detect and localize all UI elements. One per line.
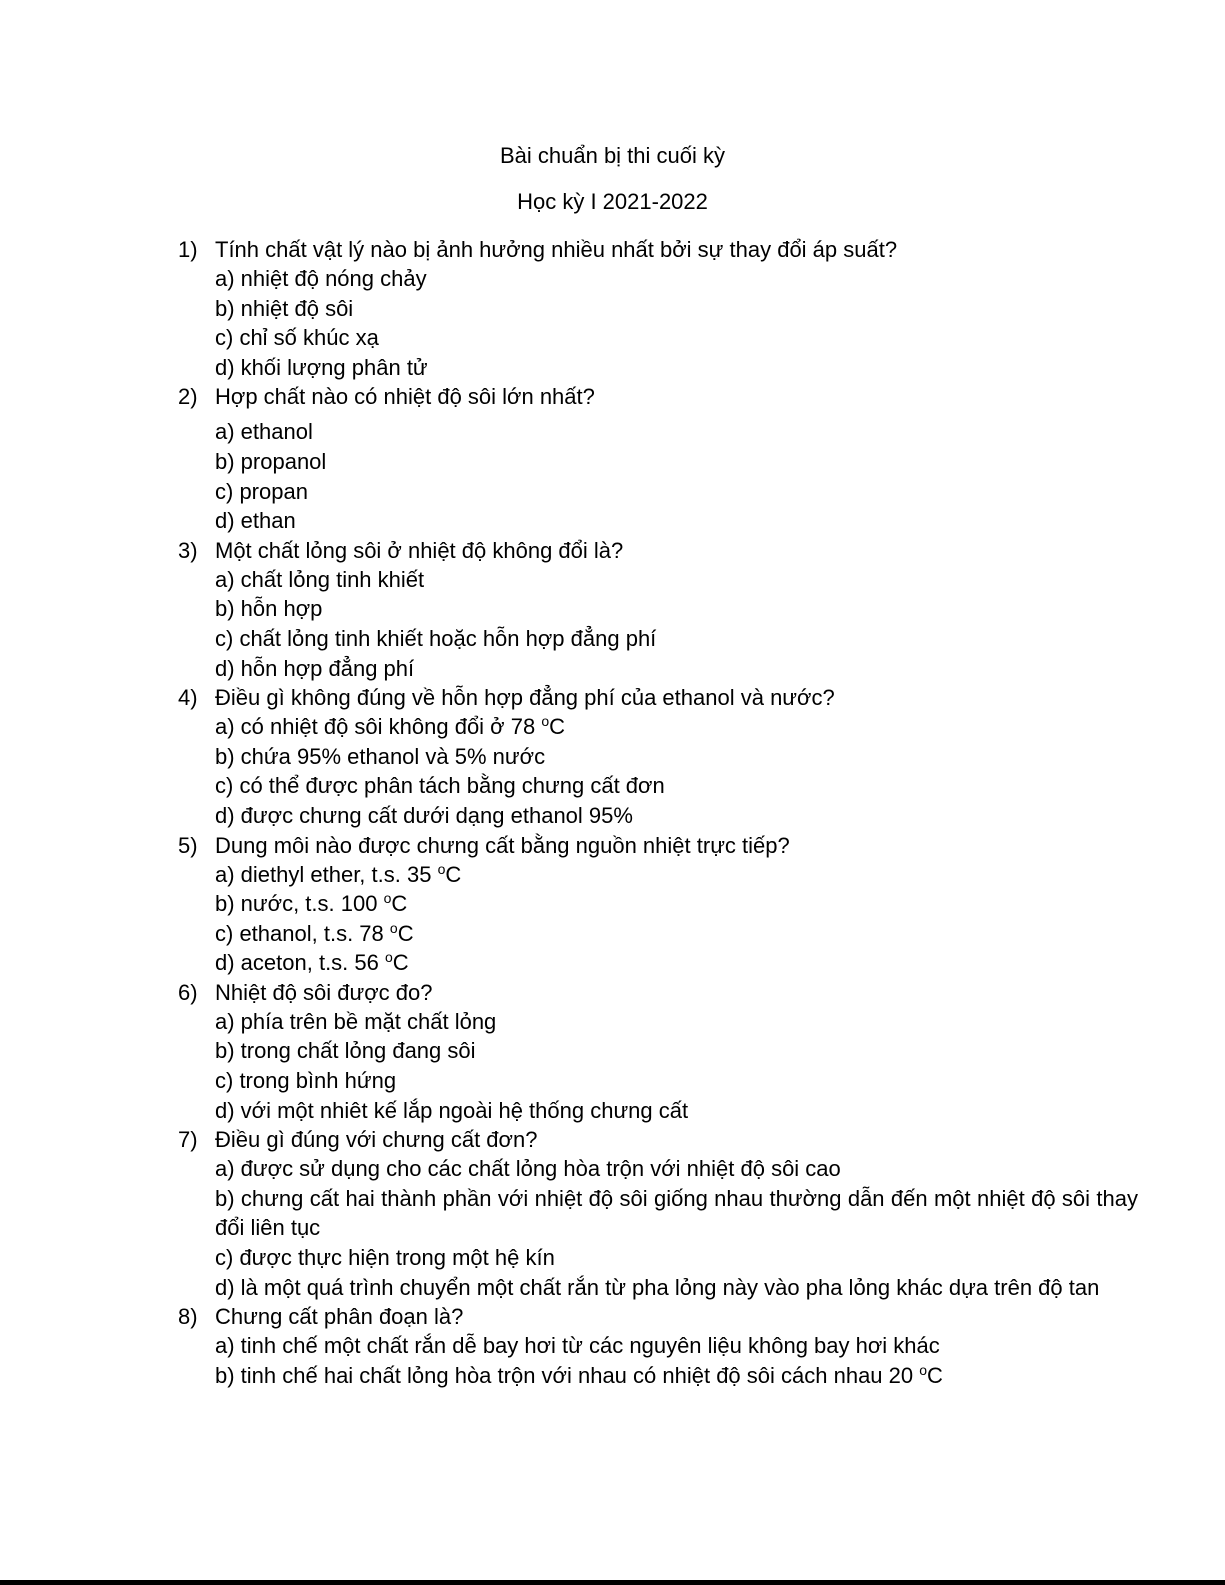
answer-option: b) tinh chế hai chất lỏng hòa trộn với nhau có nhiệt độ sôi cách nhau 20 $^o$C bbox=[215, 1361, 943, 1388]
answer-option: a) nhiệt độ nóng chảy bbox=[215, 266, 427, 291]
degree-sign: o bbox=[385, 949, 393, 966]
answer-option: c) chất lỏng tinh khiết hoặc hỗn hợp đẳng phí bbox=[215, 625, 657, 651]
answer-option: a) phía trên bề mặt chất lỏng bbox=[215, 1008, 497, 1034]
document-subtitle: Học kỳ I 2021-2022 bbox=[517, 189, 708, 214]
question-number: 1) bbox=[178, 237, 198, 262]
answer-option: a) diethyl ether, t.s. 35 $^o$C bbox=[215, 860, 462, 887]
question-2 bbox=[178, 382, 1138, 535]
question-text: Điều gì đúng với chưng cất đơn? bbox=[215, 1127, 538, 1153]
degree-sign: o bbox=[389, 919, 398, 936]
answer-option: c) trong bình hứng bbox=[215, 1068, 397, 1094]
question-text: Một chất lỏng sôi ở nhiệt độ không đổi là? bbox=[215, 537, 624, 563]
question-6 bbox=[178, 978, 1138, 1125]
degree-sign: o bbox=[541, 713, 550, 730]
degree-sign: o bbox=[919, 1361, 928, 1378]
answer-option: b) nhiệt độ sôi bbox=[215, 295, 354, 321]
answer-option: d) được chưng cất dưới dạng ethanol 95% bbox=[215, 802, 633, 828]
question-number: 6) bbox=[178, 979, 198, 1005]
answer-option: b) nước, t.s. 100 $^o$C bbox=[215, 890, 408, 917]
answer-option: b) chưng cất hai thành phần với nhiệt độ sôi giống nhau thường dẫn đến một nhiệt độ sôi thay đổi liên tục bbox=[215, 1185, 1138, 1241]
document-title: Bài chuẩn bị thi cuối kỳ bbox=[499, 143, 726, 168]
degree-sign: o bbox=[383, 890, 392, 907]
question-number: 7) bbox=[178, 1127, 198, 1153]
question-4 bbox=[178, 683, 1138, 830]
degree-sign: o bbox=[437, 860, 446, 877]
answer-option: d) với một nhiêt kế lắp ngoài hệ thống chưng cất bbox=[215, 1097, 689, 1123]
question-text: Tính chất vật lý nào bị ảnh hưởng nhiều nhất bởi sự thay đổi áp suất? bbox=[215, 237, 898, 262]
answer-option: b) chứa 95% ethanol và 5% nước bbox=[215, 743, 546, 769]
question-number: 8) bbox=[178, 1304, 198, 1330]
answer-option: d) là một quá trình chuyển một chất rắn từ pha lỏng này vào pha lỏng khác dựa trên độ tan bbox=[215, 1274, 1100, 1300]
question-list bbox=[178, 235, 1138, 1390]
question-1 bbox=[178, 235, 1138, 382]
question-8 bbox=[178, 1302, 1138, 1390]
answer-option: b) propanol bbox=[215, 448, 327, 474]
question-text: Nhiệt độ sôi được đo? bbox=[215, 979, 433, 1005]
answer-option: c) được thực hiện trong một hệ kín bbox=[215, 1245, 555, 1271]
question-number: 2) bbox=[178, 384, 198, 410]
answer-option: a) ethanol bbox=[215, 419, 313, 445]
answer-option: a) có nhiệt độ sôi không đổi ở 78 $^o$C bbox=[215, 713, 566, 740]
answer-option: c) propan bbox=[215, 478, 308, 504]
answer-option: d) hỗn hợp đẳng phí bbox=[215, 655, 415, 681]
question-text: Điều gì không đúng về hỗn hợp đẳng phí của ethanol và nước? bbox=[215, 685, 835, 711]
question-7 bbox=[178, 1125, 1138, 1302]
answer-option: d) aceton, t.s. 56 $^o$C bbox=[215, 949, 409, 976]
question-number: 3) bbox=[178, 537, 198, 563]
answer-option: a) chất lỏng tinh khiết bbox=[215, 566, 425, 592]
answer-option: c) chỉ số khúc xạ bbox=[215, 325, 379, 351]
answer-option: a) được sử dụng cho các chất lỏng hòa trộn với nhiệt độ sôi cao bbox=[215, 1156, 841, 1182]
answer-option: a) tinh chế một chất rắn dễ bay hơi từ các nguyên liệu không bay hơi khác bbox=[215, 1333, 940, 1359]
question-text: Hợp chất nào có nhiệt độ sôi lớn nhất? bbox=[215, 384, 595, 410]
question-number: 5) bbox=[178, 832, 198, 858]
question-3 bbox=[178, 536, 1138, 683]
page-bottom-border bbox=[0, 1580, 1225, 1585]
answer-option: d) khối lượng phân tử bbox=[215, 354, 428, 380]
answer-option: b) hỗn hợp bbox=[215, 596, 323, 622]
question-text: Chưng cất phân đoạn là? bbox=[215, 1304, 464, 1330]
answer-option: b) trong chất lỏng đang sôi bbox=[215, 1038, 476, 1064]
question-number: 4) bbox=[178, 685, 198, 711]
answer-option: d) ethan bbox=[215, 508, 296, 534]
answer-option: c) ethanol, t.s. 78 $^o$C bbox=[215, 919, 414, 946]
question-text: Dung môi nào được chưng cất bằng nguồn nhiệt trực tiếp? bbox=[215, 832, 790, 858]
answer-option: c) có thể được phân tách bằng chưng cất đơn bbox=[215, 773, 665, 799]
question-5 bbox=[178, 831, 1138, 978]
